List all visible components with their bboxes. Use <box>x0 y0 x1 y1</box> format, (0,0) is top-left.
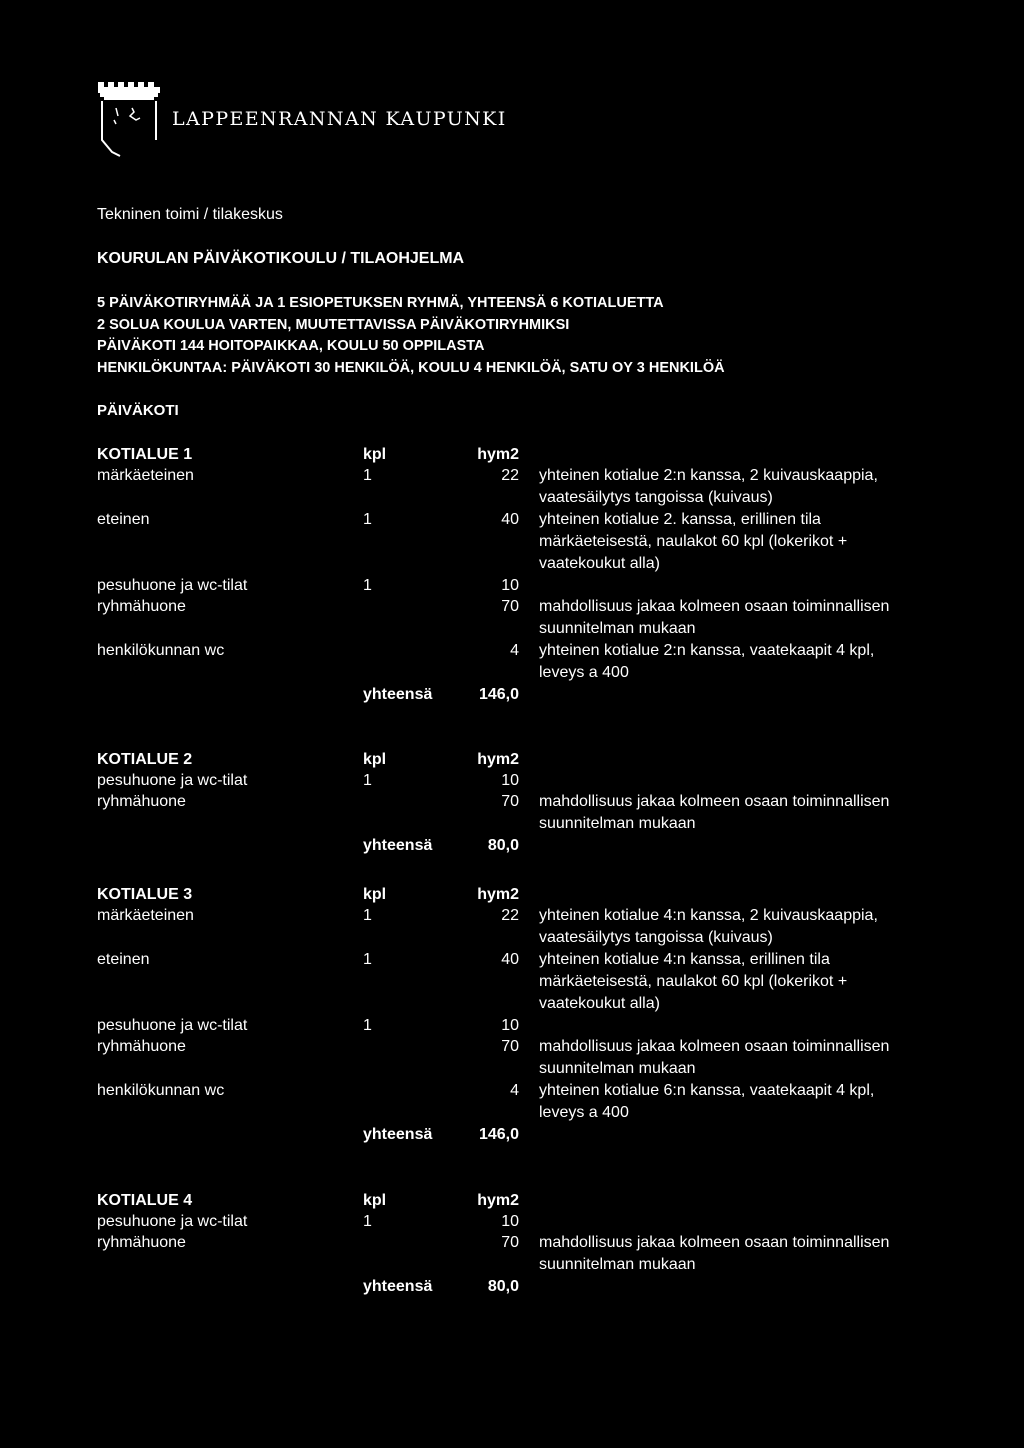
room-area: 40 <box>501 951 519 968</box>
room-note: mahdollisuus jakaa kolmeen osaan toiminnallisen suunnitelman mukaan <box>539 1234 890 1273</box>
room-count: 1 <box>363 907 372 924</box>
room-area: 70 <box>501 598 519 615</box>
room-area: 22 <box>501 907 519 924</box>
table-row <box>97 1036 927 1080</box>
room-name: ryhmähuone <box>97 598 186 615</box>
column-hym2: hym2 <box>477 446 519 463</box>
area-title: KOTIALUE 2 <box>97 751 193 768</box>
room-count: 1 <box>363 1017 372 1034</box>
table-row <box>97 640 927 684</box>
room-count: 1 <box>363 511 372 528</box>
intro-line: PÄIVÄKOTI 144 HOITOPAIKKAA, KOULU 50 OPPILASTA <box>97 338 485 354</box>
room-note: mahdollisuus jakaa kolmeen osaan toiminnallisen suunnitelman mukaan <box>539 1038 890 1077</box>
room-area: 10 <box>501 1017 519 1034</box>
room-name: henkilökunnan wc <box>97 642 225 659</box>
total-row <box>97 1276 927 1297</box>
total-label: yhteensä <box>363 1278 433 1295</box>
column-hym2: hym2 <box>477 886 519 903</box>
room-name: henkilökunnan wc <box>97 1082 225 1099</box>
room-name: pesuhuone ja wc-tilat <box>97 577 248 594</box>
area-table-1 <box>97 444 927 705</box>
room-area: 4 <box>510 642 519 659</box>
room-area: 10 <box>501 577 519 594</box>
room-count: 1 <box>363 467 372 484</box>
room-area: 4 <box>510 1082 519 1099</box>
area-table-3 <box>97 884 927 1145</box>
total-row <box>97 1124 927 1145</box>
room-name: pesuhuone ja wc-tilat <box>97 772 248 789</box>
area-table-2 <box>97 749 927 856</box>
table-row <box>97 791 927 835</box>
room-note: mahdollisuus jakaa kolmeen osaan toiminnallisen suunnitelman mukaan <box>539 598 890 637</box>
column-hym2: hym2 <box>477 1192 519 1209</box>
department-label: Tekninen toimi / tilakeskus <box>97 206 283 223</box>
room-name: pesuhuone ja wc-tilat <box>97 1017 248 1034</box>
table-row <box>97 949 927 1015</box>
table-row <box>97 1211 927 1232</box>
room-count: 1 <box>363 951 372 968</box>
column-hym2: hym2 <box>477 751 519 768</box>
intro-line: 5 PÄIVÄKOTIRYHMÄÄ JA 1 ESIOPETUKSEN RYHMÄ, YHTEENSÄ 6 KOTIALUETTA <box>97 295 664 311</box>
room-name: märkäeteinen <box>97 907 194 924</box>
table-row <box>97 509 927 575</box>
crest-icon <box>96 80 166 160</box>
table-row <box>97 770 927 791</box>
room-note: yhteinen kotialue 4:n kanssa, 2 kuivauskaappia, vaatesäilytys tangoissa (kuivaus) <box>539 907 878 946</box>
column-kpl: kpl <box>363 751 387 768</box>
area-title: KOTIALUE 4 <box>97 1192 193 1209</box>
table-row <box>97 1080 927 1124</box>
room-note: yhteinen kotialue 6:n kanssa, vaatekaapit 4 kpl, leveys a 400 <box>539 1082 875 1121</box>
organization-name: LAPPEENRANNAN KAUPUNKI <box>172 108 507 130</box>
room-note: mahdollisuus jakaa kolmeen osaan toiminnallisen suunnitelman mukaan <box>539 793 890 832</box>
table-header <box>97 1190 927 1211</box>
room-note: yhteinen kotialue 2. kanssa, erillinen tila märkäeteisestä, naulakot 60 kpl (lokerikot + vaatekoukut alla) <box>539 511 848 572</box>
room-note: yhteinen kotialue 2:n kanssa, 2 kuivauskaappia, vaatesäilytys tangoissa (kuivaus) <box>539 467 878 506</box>
area-title: KOTIALUE 3 <box>97 886 193 903</box>
column-kpl: kpl <box>363 886 387 903</box>
room-count: 1 <box>363 1213 372 1230</box>
room-name: pesuhuone ja wc-tilat <box>97 1213 248 1230</box>
room-name: ryhmähuone <box>97 1038 186 1055</box>
room-area: 70 <box>501 793 519 810</box>
room-area: 40 <box>501 511 519 528</box>
room-note: yhteinen kotialue 4:n kanssa, erillinen tila märkäeteisestä, naulakot 60 kpl (lokerikot + vaatekoukut alla) <box>539 951 848 1012</box>
table-header <box>97 884 927 905</box>
total-row <box>97 684 927 705</box>
total-value: 80,0 <box>487 837 519 854</box>
room-name: eteinen <box>97 951 150 968</box>
intro-line: 2 SOLUA KOULUA VARTEN, MUUTETTAVISSA PÄIVÄKOTIRYHMIKSI <box>97 316 570 333</box>
area-table-4 <box>97 1190 927 1297</box>
document-title: KOURULAN PÄIVÄKOTIKOULU / TILAOHJELMA <box>97 250 465 267</box>
table-row <box>97 1015 927 1036</box>
room-area: 10 <box>501 1213 519 1230</box>
table-row <box>97 465 927 509</box>
total-row <box>97 835 927 856</box>
room-name: eteinen <box>97 511 150 528</box>
table-row <box>97 1232 927 1276</box>
room-name: märkäeteinen <box>97 467 194 484</box>
room-area: 10 <box>501 772 519 789</box>
room-name: ryhmähuone <box>97 1234 186 1251</box>
total-value: 146,0 <box>478 1126 519 1143</box>
room-area: 22 <box>501 467 519 484</box>
room-count: 1 <box>363 772 372 789</box>
table-row <box>97 596 927 640</box>
total-label: yhteensä <box>363 1126 433 1143</box>
total-value: 80,0 <box>487 1278 519 1295</box>
room-note: yhteinen kotialue 2:n kanssa, vaatekaapit 4 kpl, leveys a 400 <box>539 642 875 681</box>
room-area: 70 <box>501 1234 519 1251</box>
table-header <box>97 444 927 465</box>
room-count: 1 <box>363 577 372 594</box>
total-value: 146,0 <box>478 686 519 703</box>
total-label: yhteensä <box>363 837 433 854</box>
table-header <box>97 749 927 770</box>
intro-line: HENKILÖKUNTAA: PÄIVÄKOTI 30 HENKILÖÄ, KOULU 4 HENKILÖÄ, SATU OY 3 HENKILÖÄ <box>97 359 725 376</box>
table-row <box>97 905 927 949</box>
room-name: ryhmähuone <box>97 793 186 810</box>
section-heading: PÄIVÄKOTI <box>97 402 179 419</box>
room-area: 70 <box>501 1038 519 1055</box>
column-kpl: kpl <box>363 446 387 463</box>
area-title: KOTIALUE 1 <box>97 446 193 463</box>
table-row <box>97 575 927 596</box>
intro-summary <box>97 293 725 379</box>
total-label: yhteensä <box>363 686 433 703</box>
column-kpl: kpl <box>363 1192 387 1209</box>
